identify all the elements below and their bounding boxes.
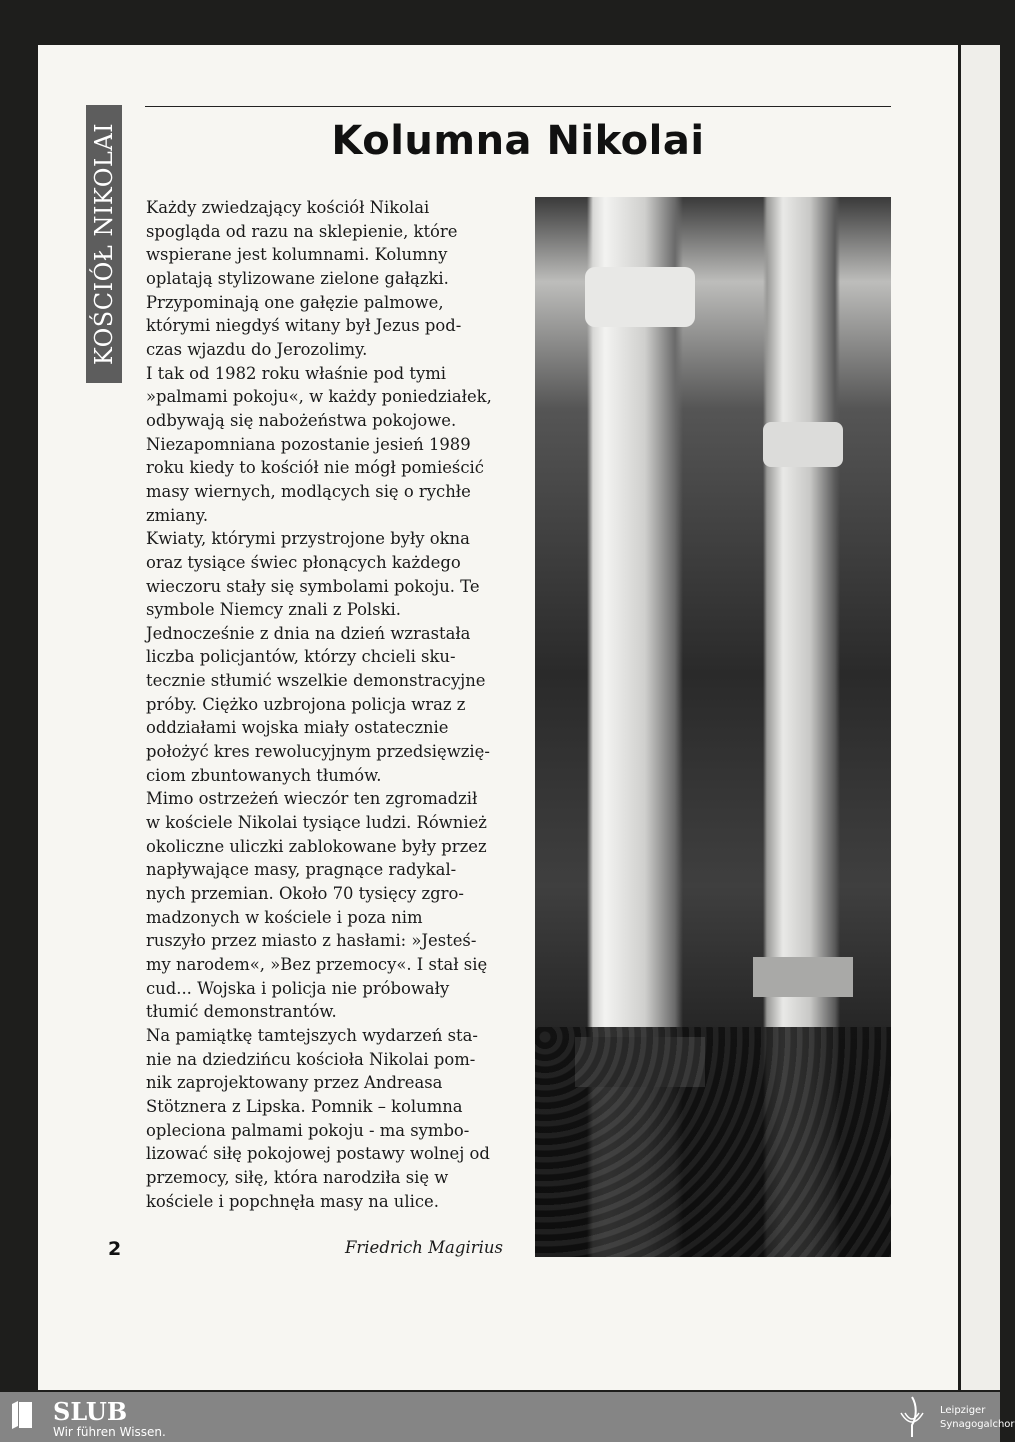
body-line: Każdy zwiedzający kościół Nikolai <box>146 198 430 217</box>
adjacent-page-edge <box>961 45 1000 1390</box>
body-line: próby. Ciężko uzbrojona policja wraz z <box>146 694 466 714</box>
body-line: okoliczne uliczki zablokowane były przez <box>146 836 487 856</box>
body-line: przemocy, siłę, która narodziła się w <box>146 1167 449 1187</box>
body-line: którymi niegdyś witany był Jezus pod- <box>146 316 462 336</box>
body-line: roku kiedy to kościół nie mógł pomieścić <box>146 458 484 478</box>
body-line: Kwiaty, którymi przystrojone były okna <box>146 529 470 549</box>
column-capital <box>763 422 843 467</box>
body-line: wieczoru stały się symbolami pokoju. Te <box>146 576 480 596</box>
body-line: tłumić demonstrantów. <box>146 1002 337 1022</box>
body-line: Stötznera z Lipska. Pomnik – kolumna <box>146 1096 463 1116</box>
column-capital <box>585 267 695 327</box>
footer-bar <box>0 1392 1015 1442</box>
body-line: »palmami pokoju«, w każdy poniedziałek, <box>146 387 492 407</box>
column-base <box>753 957 853 997</box>
book-icon <box>10 1400 34 1430</box>
partner-logo-text[interactable] <box>940 1404 1015 1432</box>
body-line: ruszyło przez miasto z hasłami: »Jesteś- <box>146 931 477 951</box>
body-line: liczba policjantów, którzy chcieli sku- <box>146 647 456 667</box>
slub-tagline: Wir führen Wissen. <box>53 1425 166 1439</box>
body-line: nik zaprojektowany przez Andreasa <box>146 1073 443 1093</box>
body-line: odbywają się nabożeństwa pokojowe. <box>146 410 457 430</box>
menorah-icon <box>897 1395 927 1439</box>
body-line: I tak od 1982 roku właśnie pod tymi <box>146 363 447 383</box>
slub-logo-text[interactable]: SLUB <box>53 1397 128 1426</box>
body-line: w kościele Nikolai tysiące ludzi. Również <box>146 813 487 833</box>
body-line: Niezapomniana pozostanie jesień 1989 <box>146 434 471 454</box>
body-line: symbole Niemcy znali z Polski. <box>146 600 401 620</box>
page-number: 2 <box>108 1238 122 1260</box>
body-line: Przypominają one gałęzie palmowe, <box>146 292 444 312</box>
body-line: oddziałami wojska miały ostatecznie <box>146 718 449 738</box>
section-tab <box>86 105 122 383</box>
body-line: Mimo ostrzeżeń wieczór ten zgromadził <box>146 789 478 809</box>
church-interior-photo <box>535 197 891 1257</box>
body-line: spogląda od razu na sklepienie, które <box>146 221 458 241</box>
body-line: ciom zbuntowanych tłumów. <box>146 765 382 785</box>
body-line: Jednocześnie z dnia na dzień wzrastała <box>146 623 471 643</box>
author-name: Friedrich Magirius <box>344 1238 503 1257</box>
body-line: napływające masy, pragnące radykal- <box>146 860 457 880</box>
body-line: oraz tysiące świec płonących każdego <box>146 552 461 572</box>
partner-line-2: Synagogalchor <box>940 1419 1015 1430</box>
body-line: Na pamiątkę tamtejszych wydarzeń sta- <box>146 1025 478 1045</box>
body-line: zmiany. <box>146 505 209 525</box>
body-line: opleciona palmami pokoju - ma symbo- <box>146 1120 470 1140</box>
body-line: lizować siłę pokojowej postawy wolnej od <box>146 1144 490 1164</box>
body-line: nie na dziedzińcu kościoła Nikolai pom- <box>146 1049 476 1069</box>
body-line: tecznie stłumić wszelkie demonstracyjne <box>146 671 486 691</box>
body-line: położyć kres rewolucyjnym przedsięwzię- <box>146 742 490 762</box>
body-line: madzonych w kościele i poza nim <box>146 907 423 927</box>
congregation-crowd <box>535 1027 891 1257</box>
body-line: wspierane jest kolumnami. Kolumny <box>146 245 448 265</box>
title-rule <box>145 106 891 107</box>
body-line: oplatają stylizowane zielone gałązki. <box>146 268 449 288</box>
body-line: czas wjazdu do Jerozolimy. <box>146 339 368 359</box>
section-tab-label: KOŚCIÓŁ NIKOLAI <box>90 122 118 366</box>
article-body <box>146 196 511 1213</box>
body-line: nych przemian. Około 70 tysięcy zgro- <box>146 884 464 904</box>
body-line: kościele i popchnęła masy na ulice. <box>146 1191 439 1211</box>
body-line: masy wiernych, modlących się o rychłe <box>146 481 471 501</box>
partner-line-1: Leipziger <box>940 1405 986 1416</box>
body-line: my narodem«, »Bez przemocy«. I stał się <box>146 955 488 974</box>
page-title: Kolumna Nikolai <box>331 118 705 164</box>
body-line: cud... Wojska i policja nie próbowały <box>146 978 450 998</box>
